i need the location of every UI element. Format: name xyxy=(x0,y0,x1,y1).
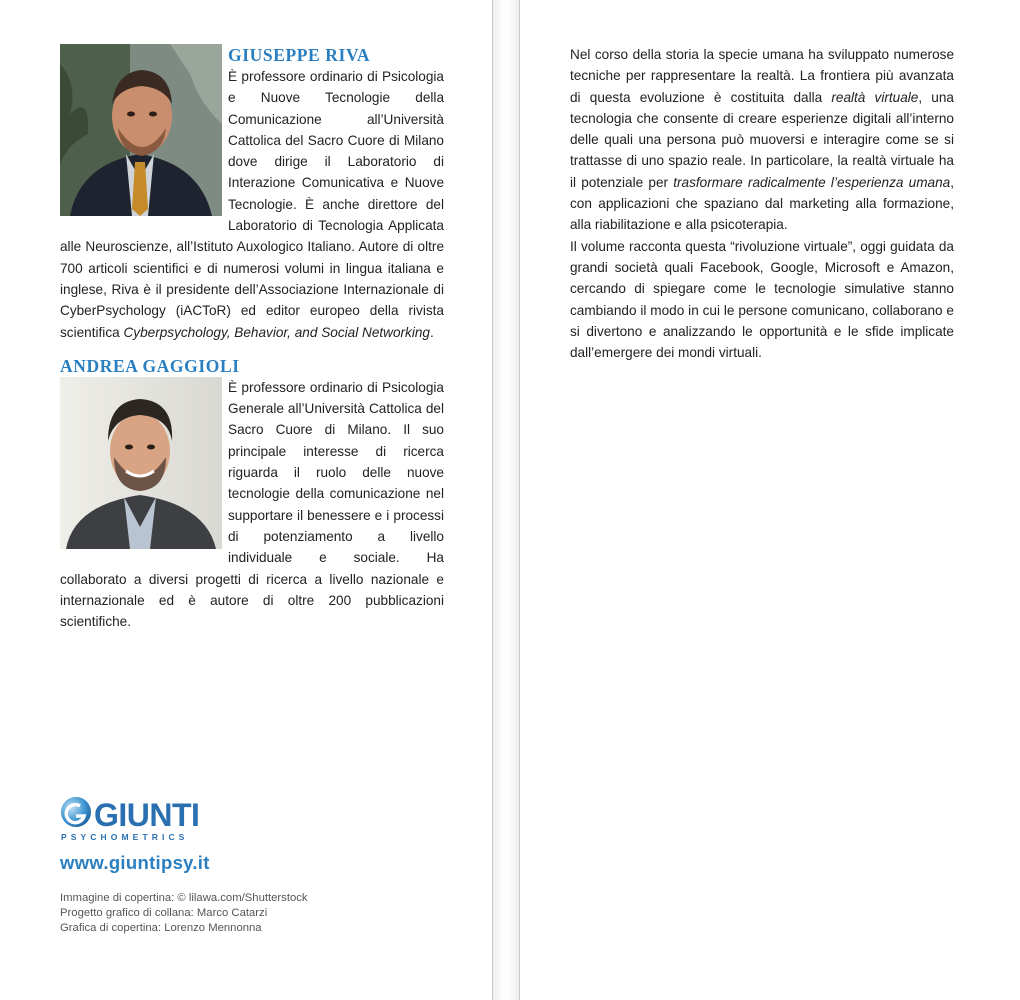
blurb-paragraph-1: Nel corso della storia la specie umana ha sviluppato numerose tecniche per rappresentare la realtà. La frontiera più avanzata di questa evoluzione è costituita dalla realtà virtuale, una tecnologia che consente di creare esperienze digitali all’interno delle quali una persona può muoversi e interagire come se si trattasse di uno spazio reale. In particolare, la realtà virtuale ha il potenziale per trasformare radicalmente l’esperienza umana, con applicazioni che spaziano dal marketing alla formazione, alla riabilitazione e alla psicoterapia. xyxy=(570,47,954,233)
author-name: ANDREA GAGGIOLI xyxy=(60,355,240,376)
credit-line: Progetto grafico di collana: Marco Catarzi xyxy=(60,907,268,919)
author-bio: È professore ordinario di Psicologia Generale all’Università Cattolica del Sacro Cuore di Milano. Il suo principale interesse di ricerca riguarda il ruolo delle nuove tecnologie della comunicazione nel supportare il benessere e i processi di potenziamento a livello individuale e sociale. Ha collaborato a diversi progetti di ricerca a livello nazionale e internazionale ed è autore di oltre 200 pubblicazioni scientifiche. xyxy=(60,379,444,630)
credit-line: Grafica di copertina: Lorenzo Mennonna xyxy=(60,922,262,934)
svg-text:GIUNTI: GIUNTI xyxy=(94,797,200,833)
svg-text:PSYCHOMETRICS: PSYCHOMETRICS xyxy=(61,832,189,842)
author-andrea-gaggioli xyxy=(60,355,444,633)
author-name: GIUSEPPE RIVA xyxy=(228,45,371,65)
journal-title: Cyberpsychology, Behavior, and Social Networking xyxy=(123,324,430,340)
author-giuseppe-riva xyxy=(60,44,444,343)
credit-line: Immagine di copertina: © lilawa.com/Shutterstock xyxy=(60,892,308,904)
book-blurb-column xyxy=(570,44,954,363)
giunti-logo-icon xyxy=(60,796,220,842)
publisher-website-link[interactable]: www.giuntipsy.it xyxy=(60,852,210,873)
cover-credits xyxy=(60,891,308,936)
publisher-logo xyxy=(60,796,220,842)
author-photo-gaggioli xyxy=(60,377,222,549)
author-photo-riva xyxy=(60,44,222,216)
blurb-paragraph-2: Il volume racconta questa “rivoluzione virtuale”, oggi guidata da grandi società quali Facebook, Google, Microsoft e Amazon, cercando di spiegare come le tecnologie simulative stanno cambiando il modo in cui le persone comunicano, collaborano e si divertono e analizzando le opportunità e le sfide implicate dall’emergere dei mondi virtuali. xyxy=(570,238,954,361)
book-spine-fold xyxy=(492,0,520,1000)
author-bios-column xyxy=(60,44,444,632)
author-bio: È professore ordinario di Psicologia e Nuove Tecnologie della Comunicazione all’Università Cattolica del Sacro Cuore di Milano dove dirige il Laboratorio di Interazione Comunicativa e Nuove Tecnologie. È anche direttore del Laboratorio di Tecnologia Applicata alle Neuroscienze, all’Istituto Auxologico Italiano. Autore di oltre 700 articoli scientifici e di numerosi volumi in lingua italiana e inglese, Riva è il presidente dell’Associazione Internazionale di CyberPsychology (iACToR) ed editor europeo della rivista scientifica Cyberpsychology, Behavior, and Social Networking. xyxy=(60,69,444,340)
